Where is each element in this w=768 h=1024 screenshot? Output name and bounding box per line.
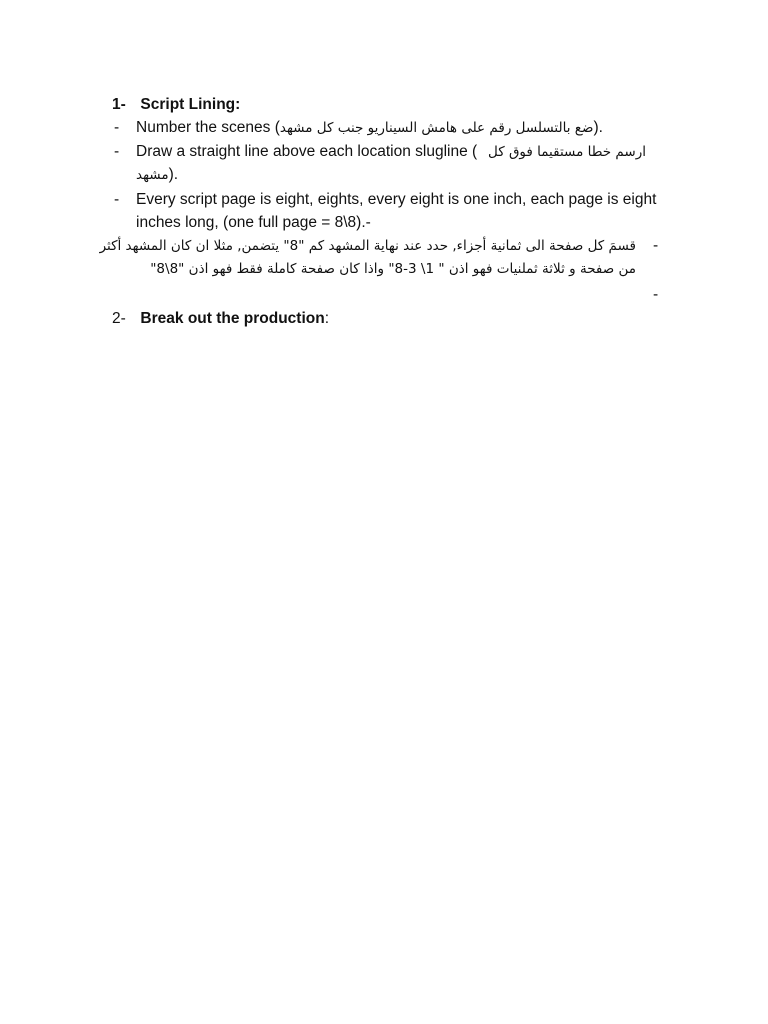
bullet-dash: - (114, 119, 120, 136)
section-1-number: 1- (112, 96, 126, 113)
section-2-number: 2- (112, 310, 126, 327)
item-text-tail: ). (593, 119, 603, 136)
section-2-title: Break out the production (140, 310, 325, 327)
section-1-heading (112, 94, 240, 116)
item-arabic-text: قسمَ كل صفحة الى ثمانية أجزاء, حدد عند نهاية المشهد كم "8" يتضمن, مثلا ان كان المشهد أكثر (99, 238, 636, 254)
item-arabic-text: من صفحة و ثلاثة ثملنيات فهو اذن " 1\ 3-8" واذا كان صفحة كاملة فقط فهو اذن "8\8" (150, 261, 636, 277)
bullet-dash: - (114, 191, 120, 208)
list-item-continuation (136, 212, 371, 234)
section-2-heading (112, 308, 329, 330)
item-text: Every script page is eight, eights, every eight is one inch, each page is eight (136, 191, 657, 208)
list-item (136, 141, 477, 163)
bullet-dash: - (653, 286, 659, 303)
item-text: Number the scenes ( (136, 119, 280, 136)
item-arabic-text: ضع بالتسلسل رقم على هامش السيناريو جنب كل مشهد (279, 120, 594, 136)
item-arabic-text: ارسم خطا مستقيما فوق كل (488, 144, 646, 160)
list-item (136, 117, 603, 139)
item-arabic-text: مشهد (136, 167, 169, 183)
item-text: Draw a straight line above each location slugline ( (136, 143, 478, 160)
section-2-colon: : (324, 310, 330, 327)
item-text: inches long, (one full page = 8\8).- (136, 214, 371, 231)
bullet-dash: - (114, 143, 120, 160)
section-1-title: Script Lining: (140, 96, 241, 113)
list-item-continuation (136, 164, 178, 186)
bullet-dash: - (653, 237, 659, 254)
list-item (136, 189, 656, 211)
item-text-tail: ). (168, 166, 179, 183)
